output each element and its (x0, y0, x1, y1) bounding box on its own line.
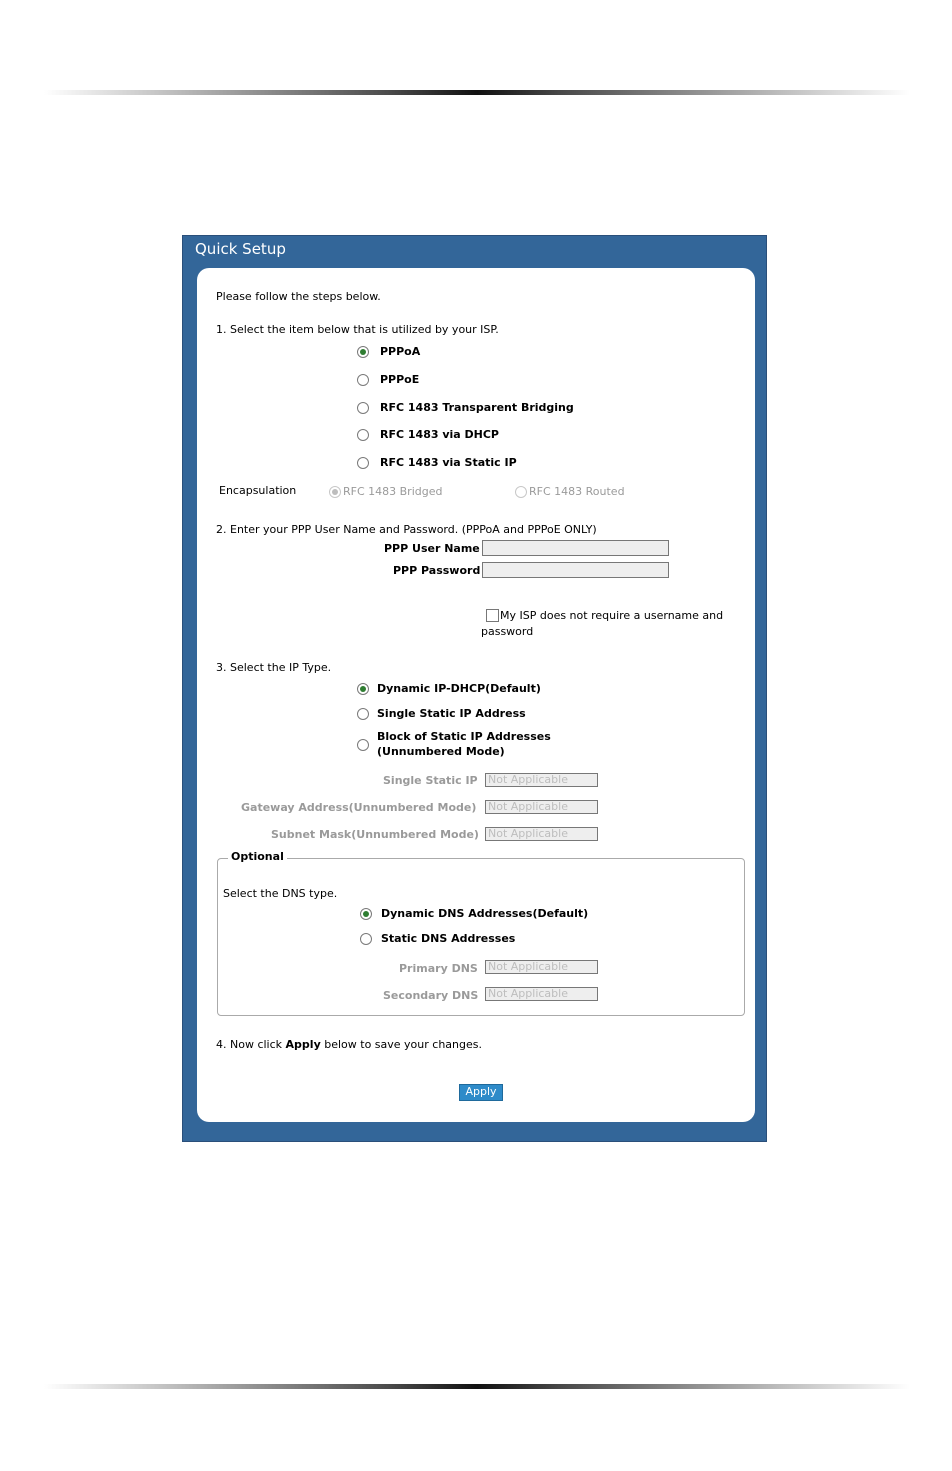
primary-dns-label: Primary DNS (399, 962, 478, 975)
ppp-username-input[interactable] (482, 540, 669, 556)
option-pppoa-label: PPPoA (380, 345, 421, 358)
step4-suffix: below to save your changes. (320, 1038, 482, 1051)
window-title: Quick Setup (195, 240, 286, 258)
dynamic-dns-label: Dynamic DNS Addresses(Default) (381, 907, 589, 920)
radio-single-static-ip[interactable] (357, 708, 369, 720)
step4-text (216, 1038, 482, 1051)
top-rule (44, 90, 910, 95)
no-username-checkbox[interactable] (486, 609, 499, 622)
optional-dns-group (217, 850, 745, 1016)
step3-label: 3. Select the IP Type. (216, 661, 332, 674)
secondary-dns-label: Secondary DNS (383, 989, 479, 1002)
radio-rfc1483-static[interactable] (357, 457, 369, 469)
ppp-username-label: PPP User Name (384, 542, 480, 555)
setup-panel (197, 268, 755, 1122)
intro-text: Please follow the steps below. (216, 290, 381, 303)
encap-bridged-label: RFC 1483 Bridged (343, 485, 443, 498)
ppp-password-label: PPP Password (393, 564, 481, 577)
single-static-ip-input[interactable]: Not Applicable (485, 773, 598, 787)
radio-block-static-ip[interactable] (357, 739, 369, 751)
subnet-field-label: Subnet Mask(Unnumbered Mode) (271, 828, 479, 841)
option-pppoe-label: PPPoE (380, 373, 420, 386)
single-static-ip-label: Single Static IP Address (377, 707, 526, 720)
block-static-ip-mode: (Unnumbered Mode) (377, 745, 505, 758)
primary-dns-input[interactable]: Not Applicable (485, 960, 598, 974)
gateway-field-label: Gateway Address(Unnumbered Mode) (241, 801, 477, 814)
single-static-ip-field-label: Single Static IP (383, 774, 478, 787)
radio-dynamic-dns[interactable] (360, 908, 372, 920)
optional-legend: Optional (228, 850, 287, 863)
bottom-rule (44, 1384, 910, 1389)
encapsulation-label: Encapsulation (219, 484, 297, 497)
dns-type-label: Select the DNS type. (223, 887, 338, 900)
no-username-text-2: password (481, 625, 534, 638)
subnet-input[interactable]: Not Applicable (485, 827, 598, 841)
radio-static-dns[interactable] (360, 933, 372, 945)
quick-setup-window (182, 235, 767, 1142)
option-rfc1483-static-label: RFC 1483 via Static IP (380, 456, 517, 469)
radio-encap-bridged[interactable] (329, 486, 341, 498)
option-rfc1483-dhcp-label: RFC 1483 via DHCP (380, 428, 499, 441)
dynamic-ip-label: Dynamic IP-DHCP(Default) (377, 682, 541, 695)
radio-pppoa[interactable] (357, 346, 369, 358)
static-dns-label: Static DNS Addresses (381, 932, 516, 945)
encap-routed-label: RFC 1483 Routed (529, 485, 625, 498)
radio-pppoe[interactable] (357, 374, 369, 386)
secondary-dns-input[interactable]: Not Applicable (485, 987, 598, 1001)
step2-label: 2. Enter your PPP User Name and Password. (PPPoA and PPPoE ONLY) (216, 523, 597, 536)
radio-rfc1483-bridging[interactable] (357, 402, 369, 414)
apply-button[interactable]: Apply (459, 1084, 503, 1101)
no-username-text-1: My ISP does not require a username and (500, 609, 724, 622)
block-static-ip-label: Block of Static IP Addresses (377, 730, 551, 743)
step1-label: 1. Select the item below that is utilized by your ISP. (216, 323, 499, 336)
step4-apply-word: Apply (285, 1038, 321, 1051)
gateway-input[interactable]: Not Applicable (485, 800, 598, 814)
step4-prefix: 4. Now click (216, 1038, 286, 1051)
radio-rfc1483-dhcp[interactable] (357, 429, 369, 441)
radio-encap-routed[interactable] (515, 486, 527, 498)
option-rfc1483-bridging-label: RFC 1483 Transparent Bridging (380, 401, 574, 414)
radio-dynamic-ip[interactable] (357, 683, 369, 695)
ppp-password-input[interactable] (482, 562, 669, 578)
